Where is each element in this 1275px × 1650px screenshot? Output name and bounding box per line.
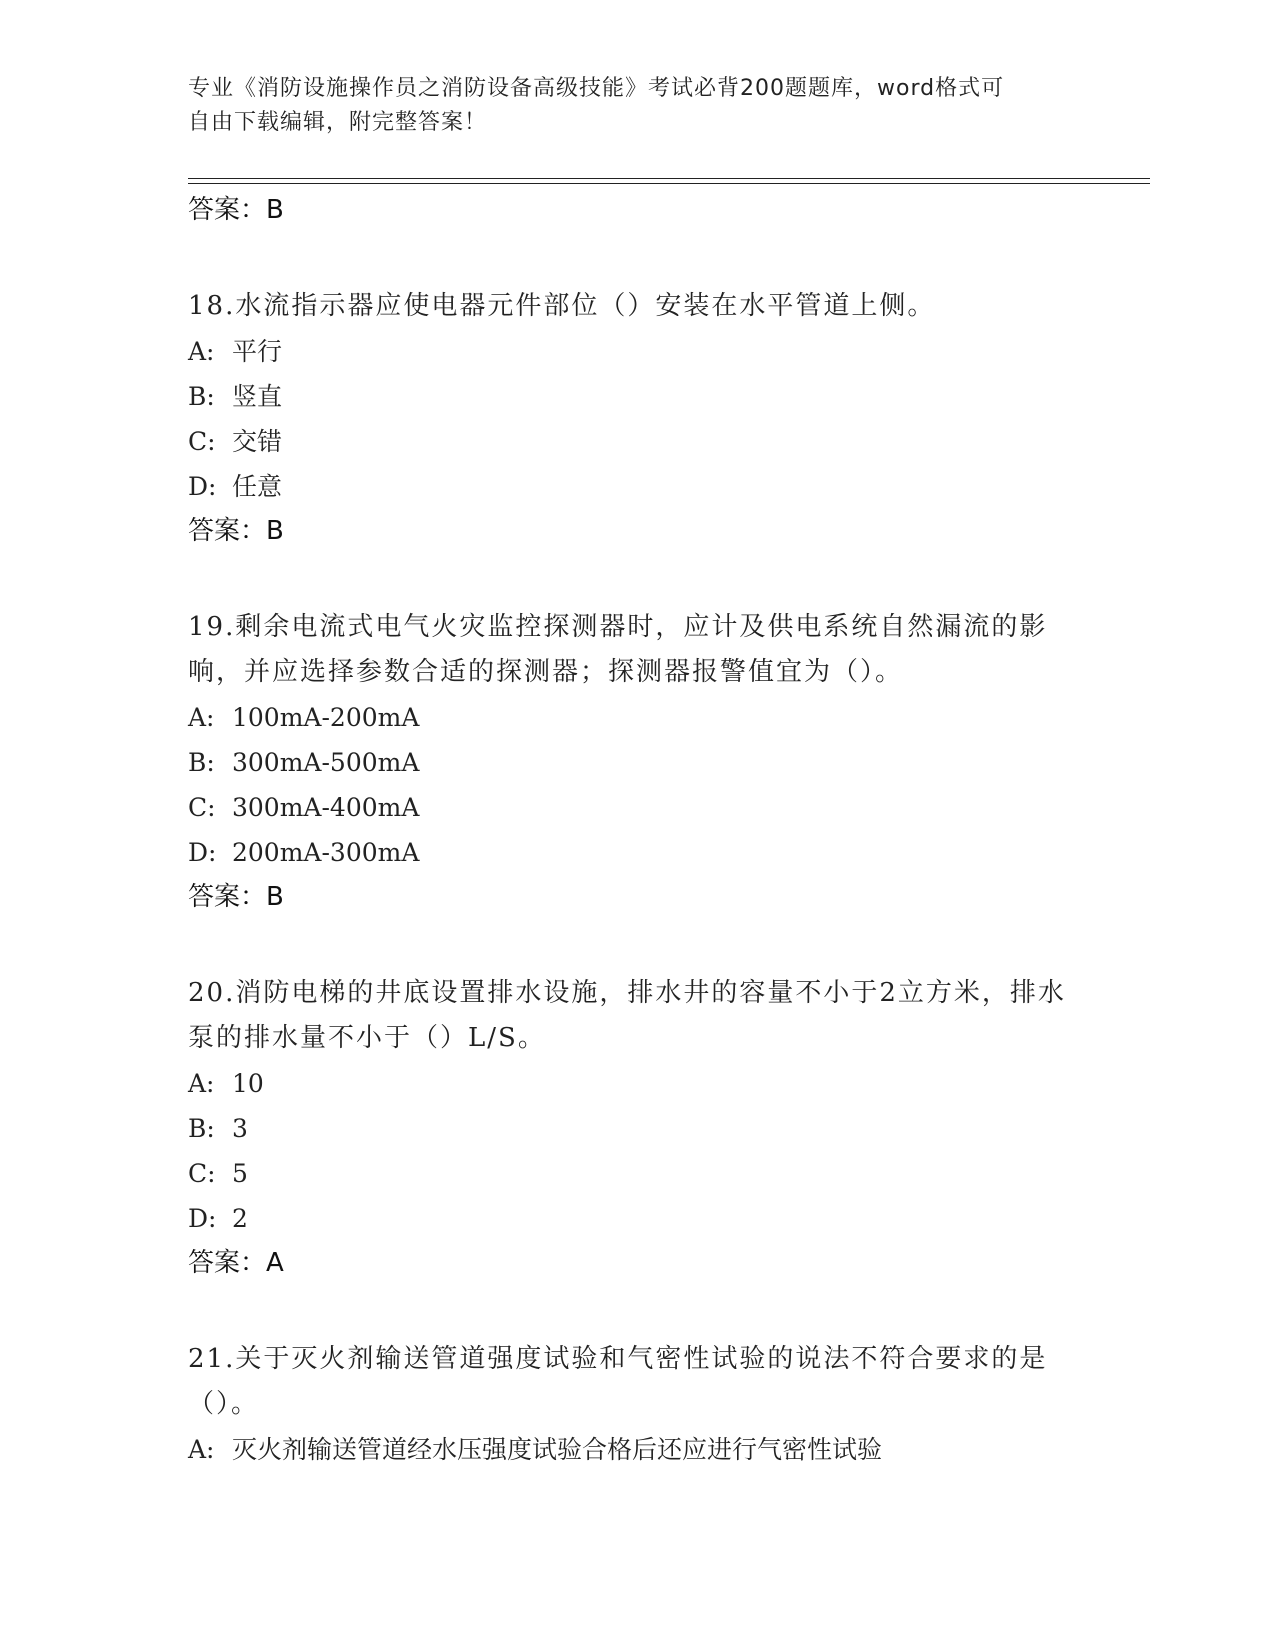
option-value: 灭火剂输送管道经水压强度试验合格后还应进行气密性试验 bbox=[232, 1435, 883, 1464]
header-line-1: 专业《消防设施操作员之消防设备高级技能》考试必背200题题库，word格式可 bbox=[188, 76, 1005, 101]
option-key: A: bbox=[188, 1069, 215, 1098]
document-body bbox=[188, 192, 1088, 1472]
option-c bbox=[188, 1151, 1088, 1196]
option-value: 100mA-200mA bbox=[232, 703, 420, 732]
option-b bbox=[188, 374, 1088, 419]
option-key: C: bbox=[188, 427, 216, 456]
answer-line: 答案：B bbox=[188, 195, 284, 225]
question-21 bbox=[188, 1337, 1088, 1472]
option-b bbox=[188, 740, 1088, 785]
option-value: 200mA-300mA bbox=[232, 838, 420, 867]
header-line-2: 自由下载编辑，附完整答案！ bbox=[188, 110, 488, 135]
option-value: 2 bbox=[232, 1204, 248, 1233]
option-c bbox=[188, 419, 1088, 464]
option-key: B: bbox=[188, 748, 215, 777]
question-18 bbox=[188, 284, 1088, 549]
option-key: D: bbox=[188, 1204, 217, 1233]
option-c bbox=[188, 785, 1088, 830]
option-key: B: bbox=[188, 382, 215, 411]
option-a bbox=[188, 1061, 1088, 1106]
option-value: 300mA-400mA bbox=[232, 793, 420, 822]
option-value: 3 bbox=[232, 1114, 248, 1143]
option-a bbox=[188, 695, 1088, 740]
option-key: B: bbox=[188, 1114, 215, 1143]
question-19 bbox=[188, 605, 1088, 915]
option-value: 10 bbox=[232, 1069, 264, 1098]
option-d bbox=[188, 464, 1088, 509]
option-key: A: bbox=[188, 1435, 215, 1464]
option-value: 5 bbox=[232, 1159, 248, 1188]
option-value: 交错 bbox=[232, 427, 283, 456]
option-value: 300mA-500mA bbox=[232, 748, 420, 777]
option-d bbox=[188, 1196, 1088, 1241]
option-a bbox=[188, 329, 1088, 374]
answer-line: 答案：A bbox=[188, 1248, 284, 1278]
option-key: A: bbox=[188, 337, 215, 366]
question-20 bbox=[188, 971, 1088, 1281]
answer-line: 答案：B bbox=[188, 516, 284, 546]
header-divider-bottom bbox=[188, 183, 1150, 184]
document-header bbox=[188, 72, 1088, 140]
option-key: D: bbox=[188, 838, 217, 867]
option-key: C: bbox=[188, 793, 216, 822]
option-d bbox=[188, 830, 1088, 875]
question-text: 21.关于灭火剂输送管道强度试验和气密性试验的说法不符合要求的是（）。 bbox=[188, 1344, 1048, 1419]
option-value: 平行 bbox=[232, 337, 283, 366]
option-key: C: bbox=[188, 1159, 216, 1188]
header-divider-top bbox=[188, 178, 1150, 179]
option-key: D: bbox=[188, 472, 217, 501]
option-value: 任意 bbox=[232, 472, 283, 501]
option-value: 竖直 bbox=[232, 382, 283, 411]
option-b bbox=[188, 1106, 1088, 1151]
question-text: 18.水流指示器应使电器元件部位（）安装在水平管道上侧。 bbox=[188, 291, 936, 321]
option-key: A: bbox=[188, 703, 215, 732]
question-text: 20.消防电梯的井底设置排水设施，排水井的容量不小于2立方米，排水泵的排水量不小于（）L/S。 bbox=[188, 978, 1066, 1053]
option-a bbox=[188, 1427, 1088, 1472]
question-text: 19.剩余电流式电气火灾监控探测器时，应计及供电系统自然漏流的影响，并应选择参数合适的探测器；探测器报警值宜为（）。 bbox=[188, 612, 1048, 687]
answer-line: 答案：B bbox=[188, 882, 284, 912]
